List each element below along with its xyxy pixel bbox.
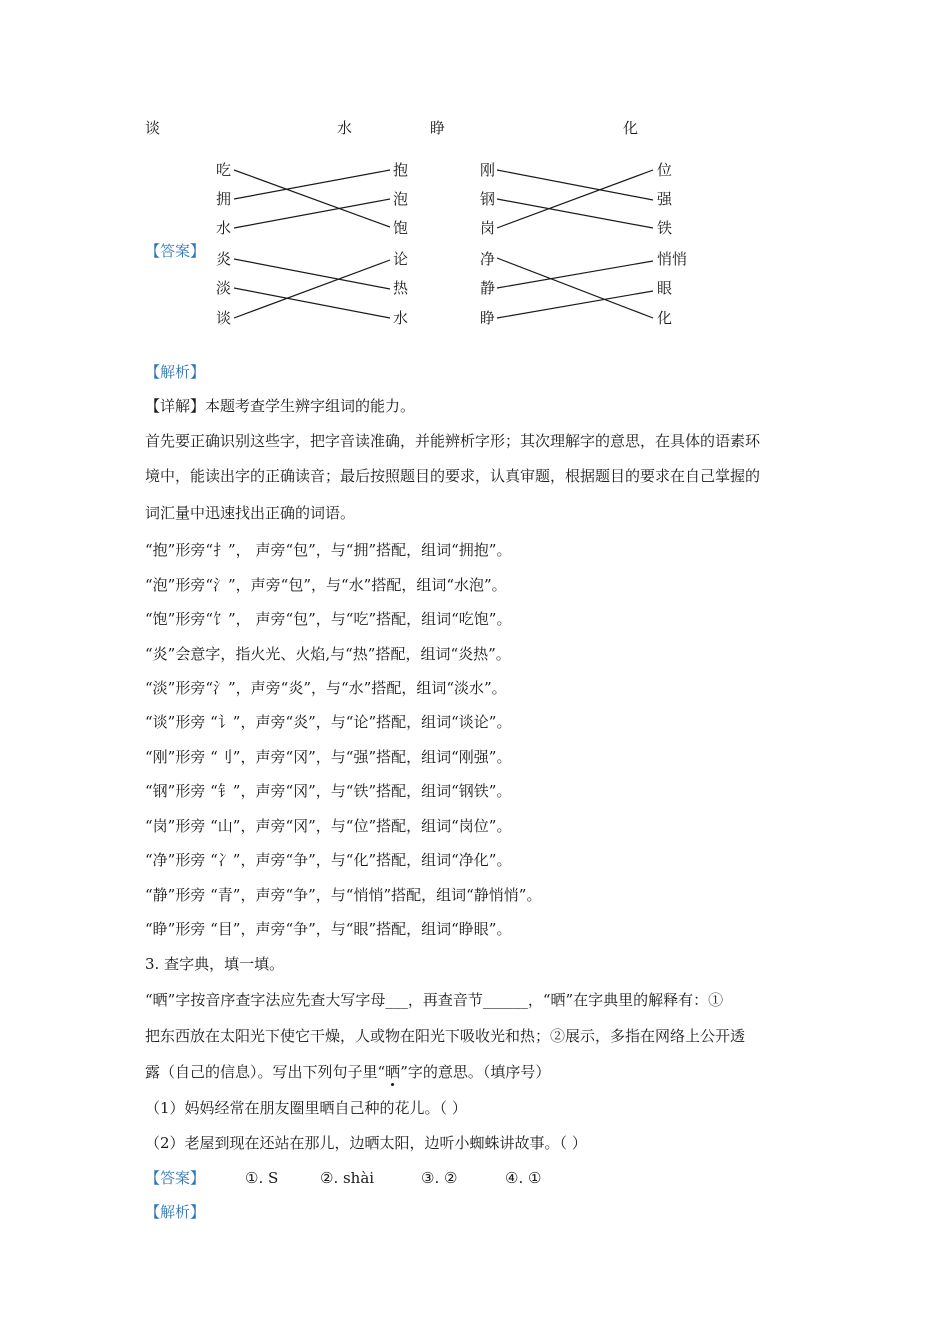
g1-left-6: 谈: [216, 309, 232, 327]
answer-label: 【答案】: [145, 242, 206, 260]
g1-left-3: 水: [216, 219, 232, 237]
g2-left-4: 净: [480, 250, 496, 268]
link-gangwei: [497, 170, 653, 228]
q3-answer-1: ①. S: [245, 1169, 279, 1187]
q3-line-2: 把东西放在太阳光下使它干燥，人或物在阳光下吸收光和热；②展示，多指在网络上公开透: [145, 1027, 746, 1045]
g2-left-2: 钢: [480, 190, 496, 208]
detail-item: “淡”形旁“氵”，声旁“炎”，与“水”搭配，组词“淡水”。: [145, 679, 507, 697]
q3-line-3-a: 露（自己的信息）。写出下列句子里“: [145, 1063, 386, 1081]
g1-left-2: 拥: [216, 190, 232, 208]
header-char-1: 谈: [145, 119, 161, 137]
detail-item: “炎”会意字，指火光、火焰,与“热”搭配，组词“炎热”。: [145, 645, 511, 663]
q3-line-3-b: ”字的意思。（填序号）: [400, 1063, 551, 1081]
g2-right-6: 化: [657, 309, 673, 327]
g2-left-6: 睁: [480, 309, 496, 327]
detail-para-line-3: 词汇量中迅速找出正确的词语。: [145, 504, 356, 522]
link-gangtie: [497, 199, 653, 228]
detail-para-line-2: 境中，能读出字的正确读音；最后按照题目的要求，认真审题，根据题目的要求在自己掌握的: [145, 467, 761, 485]
detail-item: “睁”形旁 “目”，声旁“争”，与“眼”搭配，组词“睁眼”。: [145, 920, 512, 938]
link-zheng-yan: [497, 291, 653, 318]
q3-answer-3: ③. ②: [421, 1169, 458, 1187]
detail-item: “泡”形旁“氵”，声旁“包”，与“水”搭配，组词“水泡”。: [145, 576, 507, 594]
detail-item: “净”形旁 “冫”，声旁“争”，与“化”搭配，组词“净化”。: [145, 851, 512, 869]
q3-title: 3. 查字典，填一填。: [145, 955, 285, 973]
detail-para-line-1: 首先要正确识别这些字，把字音读准确，并能辨析字形；其次理解字的意思，在具体的语素环: [145, 432, 761, 450]
g2-right-2: 强: [657, 190, 673, 208]
g1-left-1: 吃: [216, 161, 232, 179]
q3-analysis-label: 【解析】: [145, 1203, 206, 1221]
g2-left-3: 岗: [480, 219, 496, 237]
g1-right-2: 泡: [393, 190, 409, 208]
g1-right-5: 热: [393, 279, 409, 297]
link-chi-bao: [234, 170, 390, 227]
header-char-4: 化: [623, 119, 639, 137]
link-yan-re: [234, 259, 390, 289]
header-char-3: 睁: [430, 119, 446, 137]
analysis-label: 【解析】: [145, 363, 206, 381]
header-char-2: 水: [337, 119, 353, 137]
g1-right-6: 水: [393, 309, 409, 327]
g1-right-3: 饱: [393, 219, 409, 237]
link-jing-qiaoqiao: [497, 261, 653, 288]
detail-item: “钢”形旁 “钅”，声旁“冈”，与“铁”搭配，组词“钢铁”。: [145, 782, 512, 800]
g2-left-5: 静: [480, 279, 496, 297]
detail-item: “饱”形旁“饣”， 声旁“包”，与“吃”搭配，组词“吃饱”。: [145, 610, 512, 628]
matching-lines: [0, 0, 950, 340]
link-yong-bao: [234, 170, 390, 199]
detail-item: “刚”形旁 “刂”，声旁“冈”，与“强”搭配，组词“刚强”。: [145, 748, 512, 766]
link-shui-pao: [234, 199, 390, 228]
q3-line-3: [145, 1062, 550, 1082]
link-jing-hua: [497, 258, 653, 318]
detail-item: “岗”形旁 “山”，声旁“冈”，与“位”搭配，组词“岗位”。: [145, 817, 512, 835]
detail-item: “抱”形旁“扌”， 声旁“包”，与“拥”搭配，组词“拥抱”。: [145, 541, 512, 559]
g2-right-3: 铁: [657, 219, 673, 237]
g1-left-5: 淡: [216, 279, 232, 297]
q3-answer-4: ④. ①: [505, 1169, 542, 1187]
link-tan-lun: [234, 260, 390, 318]
q3-answer-2: ②. shài: [320, 1169, 375, 1187]
g1-left-4: 炎: [216, 250, 232, 268]
q3-sentence-2: （2）老屋到现在还站在那儿，边晒太阳，边听小蜘蛛讲故事。（ ）: [145, 1134, 587, 1152]
detail-item: “静”形旁 “青”，声旁“争”，与“悄悄”搭配，组词“静悄悄”。: [145, 886, 542, 904]
q3-sentence-1: （1）妈妈经常在朋友圈里晒自己种的花儿。（ ）: [145, 1099, 467, 1117]
g2-right-1: 位: [657, 161, 673, 179]
q3-emphasized-char: 晒: [385, 1063, 401, 1081]
q3-answer-label: 【答案】: [145, 1169, 206, 1187]
g2-left-1: 刚: [480, 161, 496, 179]
link-dan-shui: [234, 288, 390, 318]
g1-right-4: 论: [393, 250, 409, 268]
detail-item: “谈”形旁 “讠”，声旁“炎”，与“论”搭配，组词“谈论”。: [145, 713, 512, 731]
detail-intro: 【详解】本题考查学生辨字组词的能力。: [145, 397, 416, 415]
g2-right-4: 悄悄: [657, 250, 688, 268]
g2-right-5: 眼: [657, 279, 673, 297]
link-gang-qiang: [497, 170, 653, 200]
g1-right-1: 抱: [393, 161, 409, 179]
q3-line-1: “晒”字按音序查字法应先查大写字母___，再查音节______，“晒”在字典里的解释有：①: [145, 991, 724, 1009]
